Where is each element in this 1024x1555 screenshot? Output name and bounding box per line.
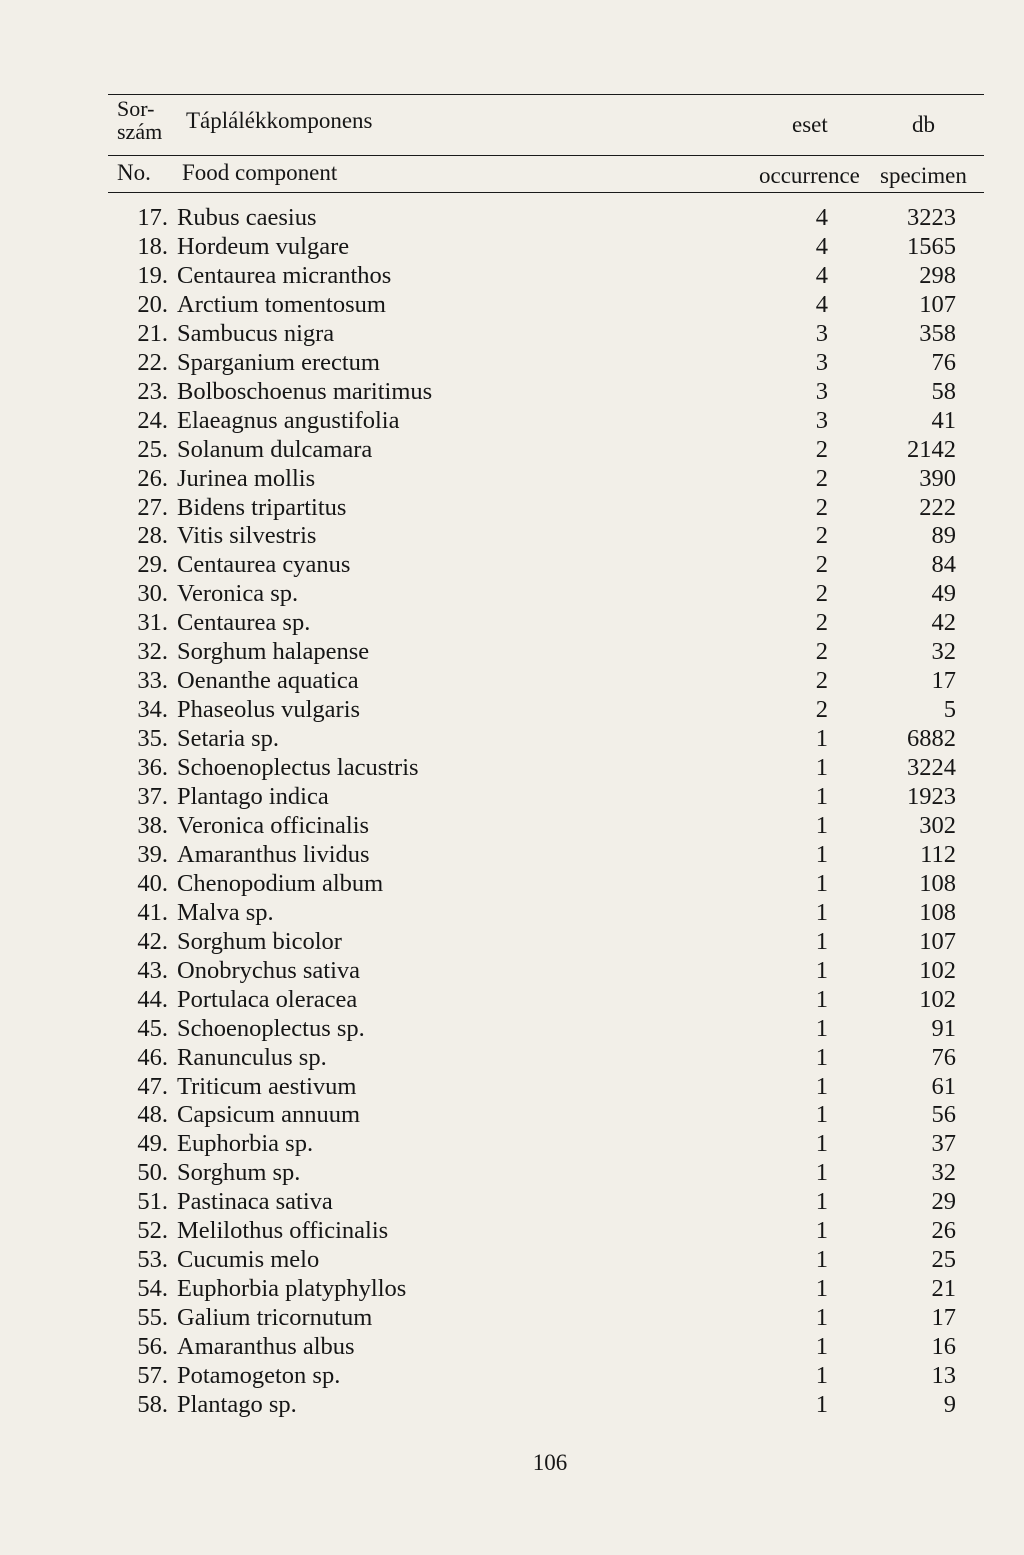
row-number: 51. (137, 1188, 168, 1216)
food-component-name: Rubus caesius (177, 204, 317, 231)
row-number: 27. (137, 493, 168, 521)
occurrence-count: 1 (815, 783, 828, 810)
occurrence-count: 3 (815, 406, 828, 434)
specimen-count: 42 (931, 609, 956, 637)
table-row (0, 1129, 1024, 1158)
food-component-name: Vitis silvestris (177, 522, 317, 550)
row-number: 45. (137, 1014, 168, 1042)
row-number: 28. (137, 522, 168, 550)
row-number: 31. (137, 609, 168, 637)
row-number: 30. (137, 580, 168, 608)
food-component-name: Sorghum sp. (177, 1159, 301, 1187)
food-component-name: Melilothus officinalis (177, 1217, 389, 1245)
food-component-name: Jurinea mollis (177, 464, 316, 492)
table-row (0, 1014, 1024, 1043)
row-number: 53. (137, 1246, 168, 1274)
occurrence-count: 1 (815, 898, 828, 926)
occurrence-count: 1 (815, 725, 828, 753)
table-row (0, 521, 1024, 550)
occurrence-count: 1 (815, 1246, 828, 1274)
occurrence-count: 2 (815, 667, 828, 695)
food-component-name: Veronica sp. (177, 580, 299, 608)
food-component-name: Plantago sp. (177, 1390, 297, 1418)
table-row (0, 464, 1024, 493)
occurrence-count: 2 (815, 435, 828, 463)
occurrence-count: 1 (815, 1043, 828, 1071)
table-row (0, 435, 1024, 464)
table-row (0, 782, 1024, 811)
header-no: No. (117, 160, 151, 185)
row-number: 57. (137, 1362, 168, 1389)
occurrence-count: 4 (815, 261, 828, 289)
specimen-count: 16 (931, 1333, 956, 1361)
occurrence-count: 2 (815, 609, 828, 637)
occurrence-count: 1 (815, 927, 828, 955)
row-number: 21. (137, 319, 168, 347)
food-component-name: Potamogeton sp. (177, 1362, 341, 1389)
header-szam: szám (117, 119, 163, 144)
table-row (0, 840, 1024, 869)
specimen-count: 102 (919, 956, 956, 984)
food-component-name: Malva sp. (177, 898, 274, 926)
specimen-count: 37 (931, 1130, 956, 1158)
specimen-count: 17 (931, 667, 956, 695)
header-taplalekkomponens: Táplálékkomponens (186, 108, 373, 133)
specimen-count: 21 (931, 1275, 956, 1303)
occurrence-count: 1 (815, 956, 828, 984)
specimen-count: 358 (919, 319, 956, 347)
food-component-name: Plantago indica (177, 783, 329, 810)
food-component-name: Arctium tomentosum (177, 290, 386, 318)
specimen-count: 89 (931, 522, 956, 550)
table-row (0, 203, 1024, 232)
table-row (0, 377, 1024, 406)
specimen-count: 13 (931, 1362, 956, 1389)
food-component-name: Sorghum bicolor (177, 927, 342, 955)
table-row (0, 1216, 1024, 1245)
food-component-name: Capsicum annuum (177, 1101, 361, 1129)
table-row (0, 927, 1024, 956)
table-row (0, 666, 1024, 695)
occurrence-count: 1 (815, 985, 828, 1013)
row-number: 36. (137, 754, 168, 782)
food-component-name: Setaria sp. (177, 725, 280, 753)
food-component-name: Amaranthus albus (177, 1333, 355, 1361)
row-number: 23. (137, 377, 168, 405)
table-row (0, 695, 1024, 724)
specimen-count: 107 (919, 927, 956, 955)
food-component-name: Phaseolus vulgaris (177, 696, 361, 724)
specimen-count: 32 (931, 1159, 956, 1187)
specimen-count: 108 (919, 898, 956, 926)
specimen-count: 222 (919, 493, 956, 521)
table-row (0, 1390, 1024, 1419)
occurrence-count: 4 (815, 290, 828, 318)
specimen-count: 302 (919, 811, 956, 839)
occurrence-count: 1 (815, 1217, 828, 1245)
table-row (0, 493, 1024, 522)
specimen-count: 58 (931, 377, 956, 405)
row-number: 50. (137, 1159, 168, 1187)
specimen-count: 112 (920, 840, 956, 868)
food-component-name: Sorghum halapense (177, 638, 370, 666)
food-component-name: Amaranthus lividus (177, 840, 370, 868)
specimen-count: 56 (931, 1101, 956, 1129)
food-component-name: Onobrychus sativa (177, 956, 361, 984)
table-row (0, 261, 1024, 290)
table-row (0, 232, 1024, 261)
specimen-count: 298 (919, 261, 956, 289)
food-component-name: Pastinaca sativa (177, 1188, 333, 1216)
specimen-count: 17 (931, 1304, 956, 1332)
specimen-count: 2142 (907, 435, 956, 463)
food-component-name: Sambucus nigra (177, 319, 335, 347)
occurrence-count: 3 (815, 319, 828, 347)
specimen-count: 107 (919, 290, 956, 318)
header-bottom-rule (108, 192, 984, 193)
food-component-name: Centaurea cyanus (177, 551, 351, 579)
food-component-name: Euphorbia platyphyllos (177, 1275, 407, 1303)
row-number: 35. (137, 725, 168, 753)
row-number: 33. (137, 667, 168, 695)
table-row (0, 1187, 1024, 1216)
row-number: 40. (137, 869, 168, 897)
food-component-name: Centaurea sp. (177, 609, 311, 637)
table-row (0, 319, 1024, 348)
row-number: 48. (137, 1101, 168, 1129)
row-number: 22. (137, 348, 168, 376)
food-component-name: Euphorbia sp. (177, 1130, 314, 1158)
occurrence-count: 1 (815, 1390, 828, 1418)
specimen-count: 84 (931, 551, 956, 579)
table-row (0, 1332, 1024, 1361)
specimen-count: 3224 (907, 754, 956, 782)
occurrence-count: 2 (815, 493, 828, 521)
table-row (0, 290, 1024, 319)
food-component-name: Bolboschoenus maritimus (177, 377, 433, 405)
header-sor: Sor- (117, 96, 155, 121)
food-component-name: Triticum aestivum (177, 1072, 357, 1100)
occurrence-count: 1 (815, 840, 828, 868)
food-component-name: Schoenoplectus sp. (177, 1014, 365, 1042)
table-row (0, 1245, 1024, 1274)
specimen-count: 6882 (907, 725, 956, 753)
row-number: 54. (137, 1275, 168, 1303)
page-number: 106 (532, 1450, 568, 1475)
row-number: 17. (137, 204, 168, 231)
occurrence-count: 1 (815, 1072, 828, 1100)
table-row (0, 1072, 1024, 1101)
occurrence-count: 2 (815, 638, 828, 666)
food-component-name: Solanum dulcamara (177, 435, 373, 463)
row-number: 34. (137, 696, 168, 724)
occurrence-count: 1 (815, 1275, 828, 1303)
table-row (0, 406, 1024, 435)
food-component-name: Hordeum vulgare (177, 232, 350, 260)
row-number: 56. (137, 1333, 168, 1361)
occurrence-count: 4 (815, 204, 828, 231)
table-row (0, 1274, 1024, 1303)
food-component-name: Cucumis melo (177, 1246, 320, 1274)
row-number: 52. (137, 1217, 168, 1245)
table-row (0, 1158, 1024, 1187)
row-number: 55. (137, 1304, 168, 1332)
row-number: 43. (137, 956, 168, 984)
food-component-name: Portulaca oleracea (177, 985, 358, 1013)
row-number: 46. (137, 1043, 168, 1071)
occurrence-count: 2 (815, 464, 828, 492)
food-component-name: Chenopodium album (177, 869, 384, 897)
specimen-count: 32 (931, 638, 956, 666)
table-row (0, 811, 1024, 840)
header-middle-rule (108, 155, 984, 156)
specimen-count: 9 (943, 1390, 956, 1418)
table-row (0, 1043, 1024, 1072)
table-row (0, 898, 1024, 927)
specimen-count: 91 (931, 1014, 956, 1042)
table-row (0, 608, 1024, 637)
food-component-name: Bidens tripartitus (177, 493, 347, 521)
row-number: 32. (137, 638, 168, 666)
row-number: 49. (137, 1130, 168, 1158)
header-db: db (912, 112, 935, 137)
row-number: 47. (137, 1072, 168, 1100)
specimen-count: 26 (931, 1217, 956, 1245)
row-number: 18. (137, 232, 168, 260)
header-eset: eset (792, 112, 828, 137)
specimen-count: 102 (919, 985, 956, 1013)
table-row (0, 1361, 1024, 1390)
food-component-name: Schoenoplectus lacustris (177, 754, 419, 782)
table-row (0, 1100, 1024, 1129)
row-number: 42. (137, 927, 168, 955)
specimen-count: 3223 (907, 204, 956, 231)
specimen-count: 61 (931, 1072, 956, 1100)
occurrence-count: 1 (815, 1014, 828, 1042)
occurrence-count: 1 (815, 1188, 828, 1216)
row-number: 19. (137, 261, 168, 289)
occurrence-count: 1 (815, 1362, 828, 1389)
food-component-name: Ranunculus sp. (177, 1043, 327, 1071)
occurrence-count: 2 (815, 580, 828, 608)
food-component-name: Galium tricornutum (177, 1304, 373, 1332)
specimen-count: 390 (919, 464, 956, 492)
row-number: 24. (137, 406, 168, 434)
table-row (0, 956, 1024, 985)
specimen-count: 1565 (907, 232, 956, 260)
table-row (0, 724, 1024, 753)
table-row (0, 579, 1024, 608)
row-number: 26. (137, 464, 168, 492)
occurrence-count: 2 (815, 522, 828, 550)
specimen-count: 1923 (907, 783, 956, 810)
occurrence-count: 1 (815, 869, 828, 897)
specimen-count: 41 (931, 406, 956, 434)
food-component-name: Veronica officinalis (177, 811, 370, 839)
occurrence-count: 2 (815, 696, 828, 724)
occurrence-count: 1 (815, 1130, 828, 1158)
occurrence-count: 1 (815, 1304, 828, 1332)
table-row (0, 869, 1024, 898)
table-row (0, 1303, 1024, 1332)
row-number: 20. (137, 290, 168, 318)
occurrence-count: 2 (815, 551, 828, 579)
food-component-name: Elaeagnus angustifolia (177, 406, 400, 434)
food-component-name: Centaurea micranthos (177, 261, 392, 289)
header-occurrence: occurrence (759, 163, 860, 188)
table-row (0, 637, 1024, 666)
occurrence-count: 3 (815, 377, 828, 405)
specimen-count: 29 (931, 1188, 956, 1216)
occurrence-count: 1 (815, 1333, 828, 1361)
occurrence-count: 1 (815, 811, 828, 839)
occurrence-count: 3 (815, 348, 828, 376)
row-number: 29. (137, 551, 168, 579)
specimen-count: 5 (943, 696, 956, 724)
header-specimen: specimen (880, 163, 967, 188)
header-food-component: Food component (182, 160, 338, 185)
table-row (0, 753, 1024, 782)
table-row (0, 985, 1024, 1014)
specimen-count: 49 (931, 580, 956, 608)
row-number: 38. (137, 811, 168, 839)
row-number: 41. (137, 898, 168, 926)
occurrence-count: 1 (815, 754, 828, 782)
table-row (0, 550, 1024, 579)
specimen-count: 76 (931, 348, 956, 376)
row-number: 39. (137, 840, 168, 868)
food-component-name: Sparganium erectum (177, 348, 380, 376)
row-number: 58. (137, 1390, 168, 1418)
table-top-rule (108, 94, 984, 95)
row-number: 44. (137, 985, 168, 1013)
row-number: 25. (137, 435, 168, 463)
specimen-count: 108 (919, 869, 956, 897)
occurrence-count: 1 (815, 1101, 828, 1129)
specimen-count: 76 (931, 1043, 956, 1071)
occurrence-count: 4 (815, 232, 828, 260)
table-row (0, 348, 1024, 377)
occurrence-count: 1 (815, 1159, 828, 1187)
food-component-name: Oenanthe aquatica (177, 667, 359, 695)
row-number: 37. (137, 783, 168, 810)
specimen-count: 25 (931, 1246, 956, 1274)
